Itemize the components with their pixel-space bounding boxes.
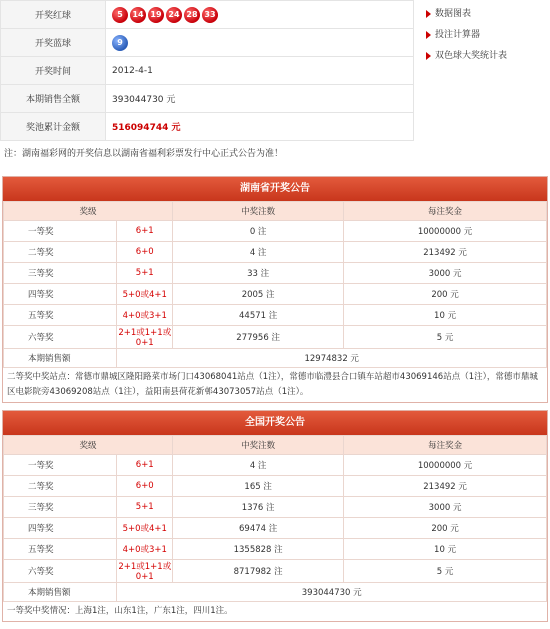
prize-rule: 6+0 (117, 242, 173, 263)
winner-count: 69474 注 (173, 518, 344, 539)
hunan-announcement (2, 176, 548, 403)
prize-level: 六等奖 (4, 326, 117, 349)
prize-amount: 3000 元 (344, 497, 547, 518)
table-row (4, 497, 547, 518)
national-title: 全国开奖公告 (3, 411, 547, 435)
table-row (4, 305, 547, 326)
link-data-chart[interactable] (424, 4, 550, 25)
prize-amount: 3000 元 (344, 263, 547, 284)
sales-row (4, 583, 547, 602)
col-level: 奖级 (4, 202, 173, 221)
disclaimer-note: 注：湖南福彩网的开奖信息以湖南省福利彩票发行中心正式公告为准！ (4, 149, 284, 159)
arrow-icon (426, 31, 431, 39)
national-announcement (2, 410, 548, 622)
table-row (4, 455, 547, 476)
table-row (4, 560, 547, 583)
draw-date: 2012-4-1 (106, 57, 414, 85)
prize-amount: 213492 元 (344, 242, 547, 263)
blue-ball-label: 开奖蓝球 (1, 29, 106, 57)
prize-amount: 5 元 (344, 326, 547, 349)
winner-count: 165 注 (173, 476, 344, 497)
national-prize-table (3, 435, 547, 602)
table-row (4, 221, 547, 242)
side-links (424, 4, 550, 67)
winner-count: 4 注 (173, 242, 344, 263)
prize-rule: 5+1 (117, 263, 173, 284)
prize-rule: 4+0或3+1 (117, 305, 173, 326)
col-level: 奖级 (4, 436, 173, 455)
prize-rule: 5+0或4+1 (117, 284, 173, 305)
link-jackpot-stats[interactable] (424, 46, 550, 67)
prize-rule: 6+1 (117, 221, 173, 242)
winner-count: 2005 注 (173, 284, 344, 305)
red-ball: 33 (202, 7, 218, 23)
red-balls (106, 1, 414, 29)
col-prize: 每注奖金 (344, 436, 547, 455)
prize-amount: 200 元 (344, 518, 547, 539)
table-row (4, 242, 547, 263)
table-row (4, 263, 547, 284)
arrow-icon (426, 10, 431, 18)
pool-label: 奖池累计金额 (1, 113, 106, 141)
hunan-prize-table (3, 201, 547, 368)
link-label: 数据图表 (435, 9, 472, 19)
prize-level: 一等奖 (4, 221, 117, 242)
prize-level: 四等奖 (4, 284, 117, 305)
prize-amount: 213492 元 (344, 476, 547, 497)
prize-amount: 10 元 (344, 305, 547, 326)
prize-level: 五等奖 (4, 539, 117, 560)
sales-value: 393044730 元 (106, 85, 414, 113)
prize-level: 六等奖 (4, 560, 117, 583)
prize-amount: 10000000 元 (344, 221, 547, 242)
hunan-winner-stations: 二等奖中奖站点：常德市鼎城区隆阳路菜市场门口43068041站点（1注），常德市临澧县合口镇车站超市43069146站点（1注），常德市鼎城区电影院旁43069208站点（1注），益阳南县荷花新邨43073057站点（1注）。 (7, 372, 538, 397)
col-prize: 每注奖金 (344, 202, 547, 221)
prize-rule: 5+0或4+1 (117, 518, 173, 539)
national-first-prize-regions: 一等奖中奖情况：上海1注，山东1注，广东1注，四川1注。 (7, 606, 233, 616)
table-row (4, 284, 547, 305)
prize-rule: 6+0 (117, 476, 173, 497)
winner-count: 44571 注 (173, 305, 344, 326)
red-ball: 14 (130, 7, 146, 23)
table-header-row (4, 436, 547, 455)
table-header-row (4, 202, 547, 221)
blue-balls (106, 29, 414, 57)
prize-level: 三等奖 (4, 497, 117, 518)
link-label: 投注计算器 (435, 30, 481, 40)
winner-count: 1376 注 (173, 497, 344, 518)
prize-amount: 10000000 元 (344, 455, 547, 476)
red-ball: 28 (184, 7, 200, 23)
winner-count: 1355828 注 (173, 539, 344, 560)
winner-count: 33 注 (173, 263, 344, 284)
blue-ball: 9 (112, 35, 128, 51)
hunan-title: 湖南省开奖公告 (3, 177, 547, 201)
sales-value: 12974832 元 (117, 349, 547, 368)
red-ball: 5 (112, 7, 128, 23)
prize-level: 四等奖 (4, 518, 117, 539)
red-ball-label: 开奖红球 (1, 1, 106, 29)
sales-label: 本期销售额 (4, 583, 117, 602)
col-count: 中奖注数 (173, 436, 344, 455)
link-bet-calculator[interactable] (424, 25, 550, 46)
table-row (4, 539, 547, 560)
prize-rule: 6+1 (117, 455, 173, 476)
sales-row (4, 349, 547, 368)
prize-rule: 5+1 (117, 497, 173, 518)
table-row (4, 476, 547, 497)
prize-level: 一等奖 (4, 455, 117, 476)
winner-count: 0 注 (173, 221, 344, 242)
pool-value: 516094744 元 (106, 113, 414, 141)
prize-rule: 2+1或1+1或0+1 (117, 560, 173, 583)
prize-amount: 200 元 (344, 284, 547, 305)
prize-level: 五等奖 (4, 305, 117, 326)
prize-rule: 2+1或1+1或0+1 (117, 326, 173, 349)
prize-rule: 4+0或3+1 (117, 539, 173, 560)
red-ball: 19 (148, 7, 164, 23)
link-label: 双色球大奖统计表 (435, 51, 508, 61)
prize-level: 二等奖 (4, 242, 117, 263)
table-row (4, 326, 547, 349)
draw-date-label: 开奖时间 (1, 57, 106, 85)
winner-count: 4 注 (173, 455, 344, 476)
prize-amount: 10 元 (344, 539, 547, 560)
table-row (4, 518, 547, 539)
prize-amount: 5 元 (344, 560, 547, 583)
sales-label: 本期销售全额 (1, 85, 106, 113)
col-count: 中奖注数 (173, 202, 344, 221)
arrow-icon (426, 52, 431, 60)
prize-level: 三等奖 (4, 263, 117, 284)
winner-count: 8717982 注 (173, 560, 344, 583)
draw-info-table (0, 0, 414, 141)
winner-count: 277956 注 (173, 326, 344, 349)
prize-level: 二等奖 (4, 476, 117, 497)
red-ball: 24 (166, 7, 182, 23)
sales-label: 本期销售额 (4, 349, 117, 368)
sales-value: 393044730 元 (117, 583, 547, 602)
